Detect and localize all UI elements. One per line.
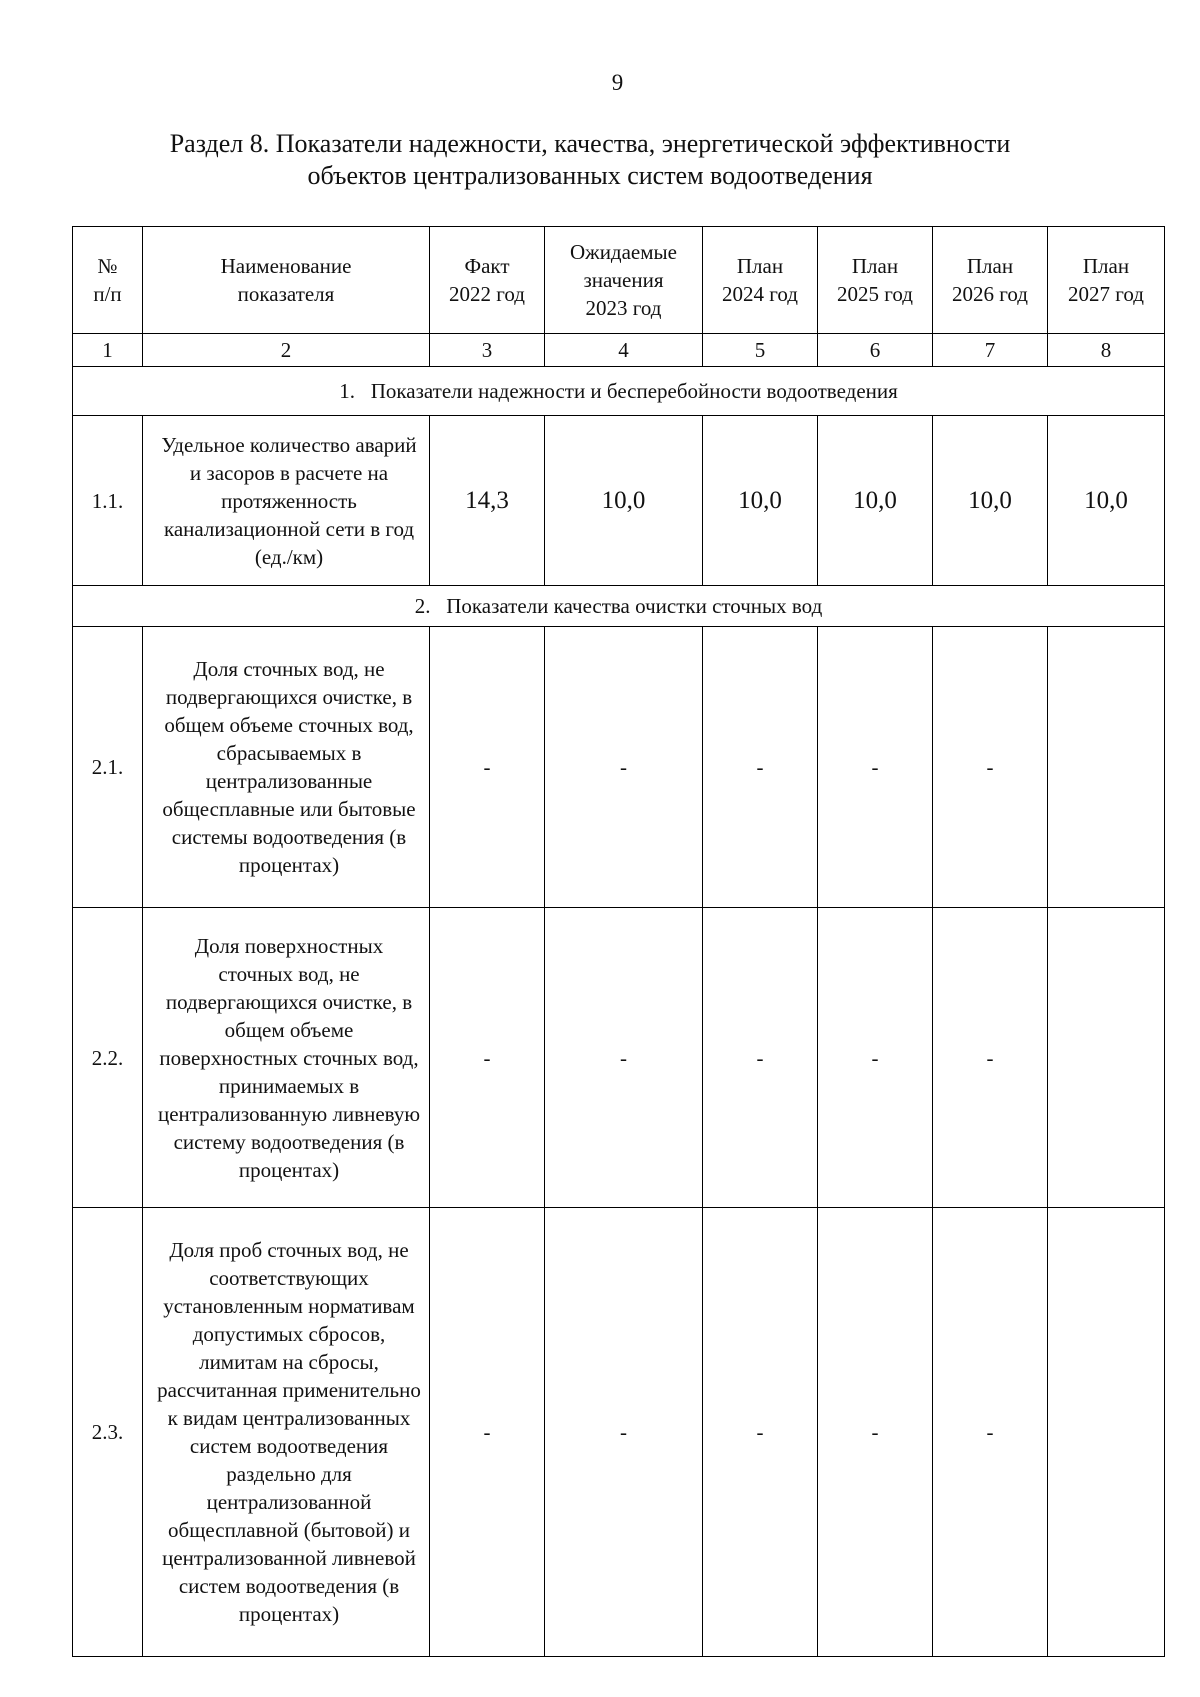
column-number: 3 <box>430 334 545 367</box>
value-cell <box>1048 1208 1165 1657</box>
column-number: 1 <box>73 334 143 367</box>
value-cell: - <box>545 627 703 908</box>
header-plan-2025: План 2025 год <box>818 227 933 334</box>
column-number: 6 <box>818 334 933 367</box>
value-cell: 14,3 <box>430 416 545 586</box>
value-cell: 10,0 <box>1048 416 1165 586</box>
value-cell: - <box>545 908 703 1208</box>
header-plan-2027: План 2027 год <box>1048 227 1165 334</box>
section-row-treatment-quality <box>73 586 1165 627</box>
section-title-line-2: объектов централизованных систем водоотведения <box>307 161 873 190</box>
column-number: 7 <box>933 334 1048 367</box>
header-number: № п/п <box>73 227 143 334</box>
header-row <box>73 227 1165 334</box>
value-cell: - <box>545 1208 703 1657</box>
page-number: 9 <box>611 70 624 95</box>
value-cell: 10,0 <box>933 416 1048 586</box>
row-number: 2.1. <box>73 627 143 908</box>
header-plan-2024: План 2024 год <box>703 227 818 334</box>
value-cell: - <box>818 1208 933 1657</box>
value-cell: - <box>703 627 818 908</box>
column-number: 4 <box>545 334 703 367</box>
value-cell: - <box>430 627 545 908</box>
indicator-name: Удельное количество аварий и засоров в расчете на протяженность канализационной сети в год (ед./км) <box>143 416 430 586</box>
value-cell: - <box>933 1208 1048 1657</box>
table-row <box>73 627 1165 908</box>
indicator-name: Доля поверхностных сточных вод, не подвергающихся очистке, в общем объеме поверхностных сточных вод, принимаемых в централизованную ливневую систему водоотведения (в процентах) <box>143 908 430 1208</box>
value-cell: - <box>703 1208 818 1657</box>
row-number: 1.1. <box>73 416 143 586</box>
column-number: 2 <box>143 334 430 367</box>
section-title <box>0 128 1180 192</box>
value-cell: - <box>430 908 545 1208</box>
column-number: 8 <box>1048 334 1165 367</box>
column-number: 5 <box>703 334 818 367</box>
column-numbers-row <box>73 334 1165 367</box>
header-fact-2022: Факт 2022 год <box>430 227 545 334</box>
indicator-name: Доля сточных вод, не подвергающихся очистке, в общем объеме сточных вод, сбрасываемых в централизованные общесплавные или бытовые системы водоотведения (в процентах) <box>143 627 430 908</box>
table-row <box>73 1208 1165 1657</box>
section-heading: 1. Показатели надежности и бесперебойности водоотведения <box>73 367 1165 416</box>
value-cell: - <box>818 627 933 908</box>
value-cell: - <box>430 1208 545 1657</box>
row-number: 2.2. <box>73 908 143 1208</box>
value-cell: - <box>703 908 818 1208</box>
section-row-reliability <box>73 367 1165 416</box>
row-number: 2.3. <box>73 1208 143 1657</box>
table-row <box>73 416 1165 586</box>
value-cell: 10,0 <box>818 416 933 586</box>
value-cell: 10,0 <box>703 416 818 586</box>
value-cell: 10,0 <box>545 416 703 586</box>
value-cell: - <box>933 908 1048 1208</box>
value-cell: - <box>933 627 1048 908</box>
section-title-line-1: Раздел 8. Показатели надежности, качества, энергетической эффективности <box>169 129 1011 158</box>
indicators-table <box>72 226 1165 1657</box>
header-plan-2026: План 2026 год <box>933 227 1048 334</box>
value-cell <box>1048 908 1165 1208</box>
header-expected-2023: Ожидаемые значения 2023 год <box>545 227 703 334</box>
indicator-name: Доля проб сточных вод, не соответствующих установленным нормативам допустимых сбросов, лимитам на сбросы, рассчитанная применительно к видам централизованных систем водоотведения раздельно для централизованной общесплавной (бытовой) и централизованной ливневой систем водоотведения (в процентах) <box>143 1208 430 1657</box>
table-row <box>73 908 1165 1208</box>
value-cell: - <box>818 908 933 1208</box>
section-heading: 2. Показатели качества очистки сточных вод <box>73 586 1165 627</box>
value-cell <box>1048 627 1165 908</box>
header-indicator-name: Наименование показателя <box>143 227 430 334</box>
